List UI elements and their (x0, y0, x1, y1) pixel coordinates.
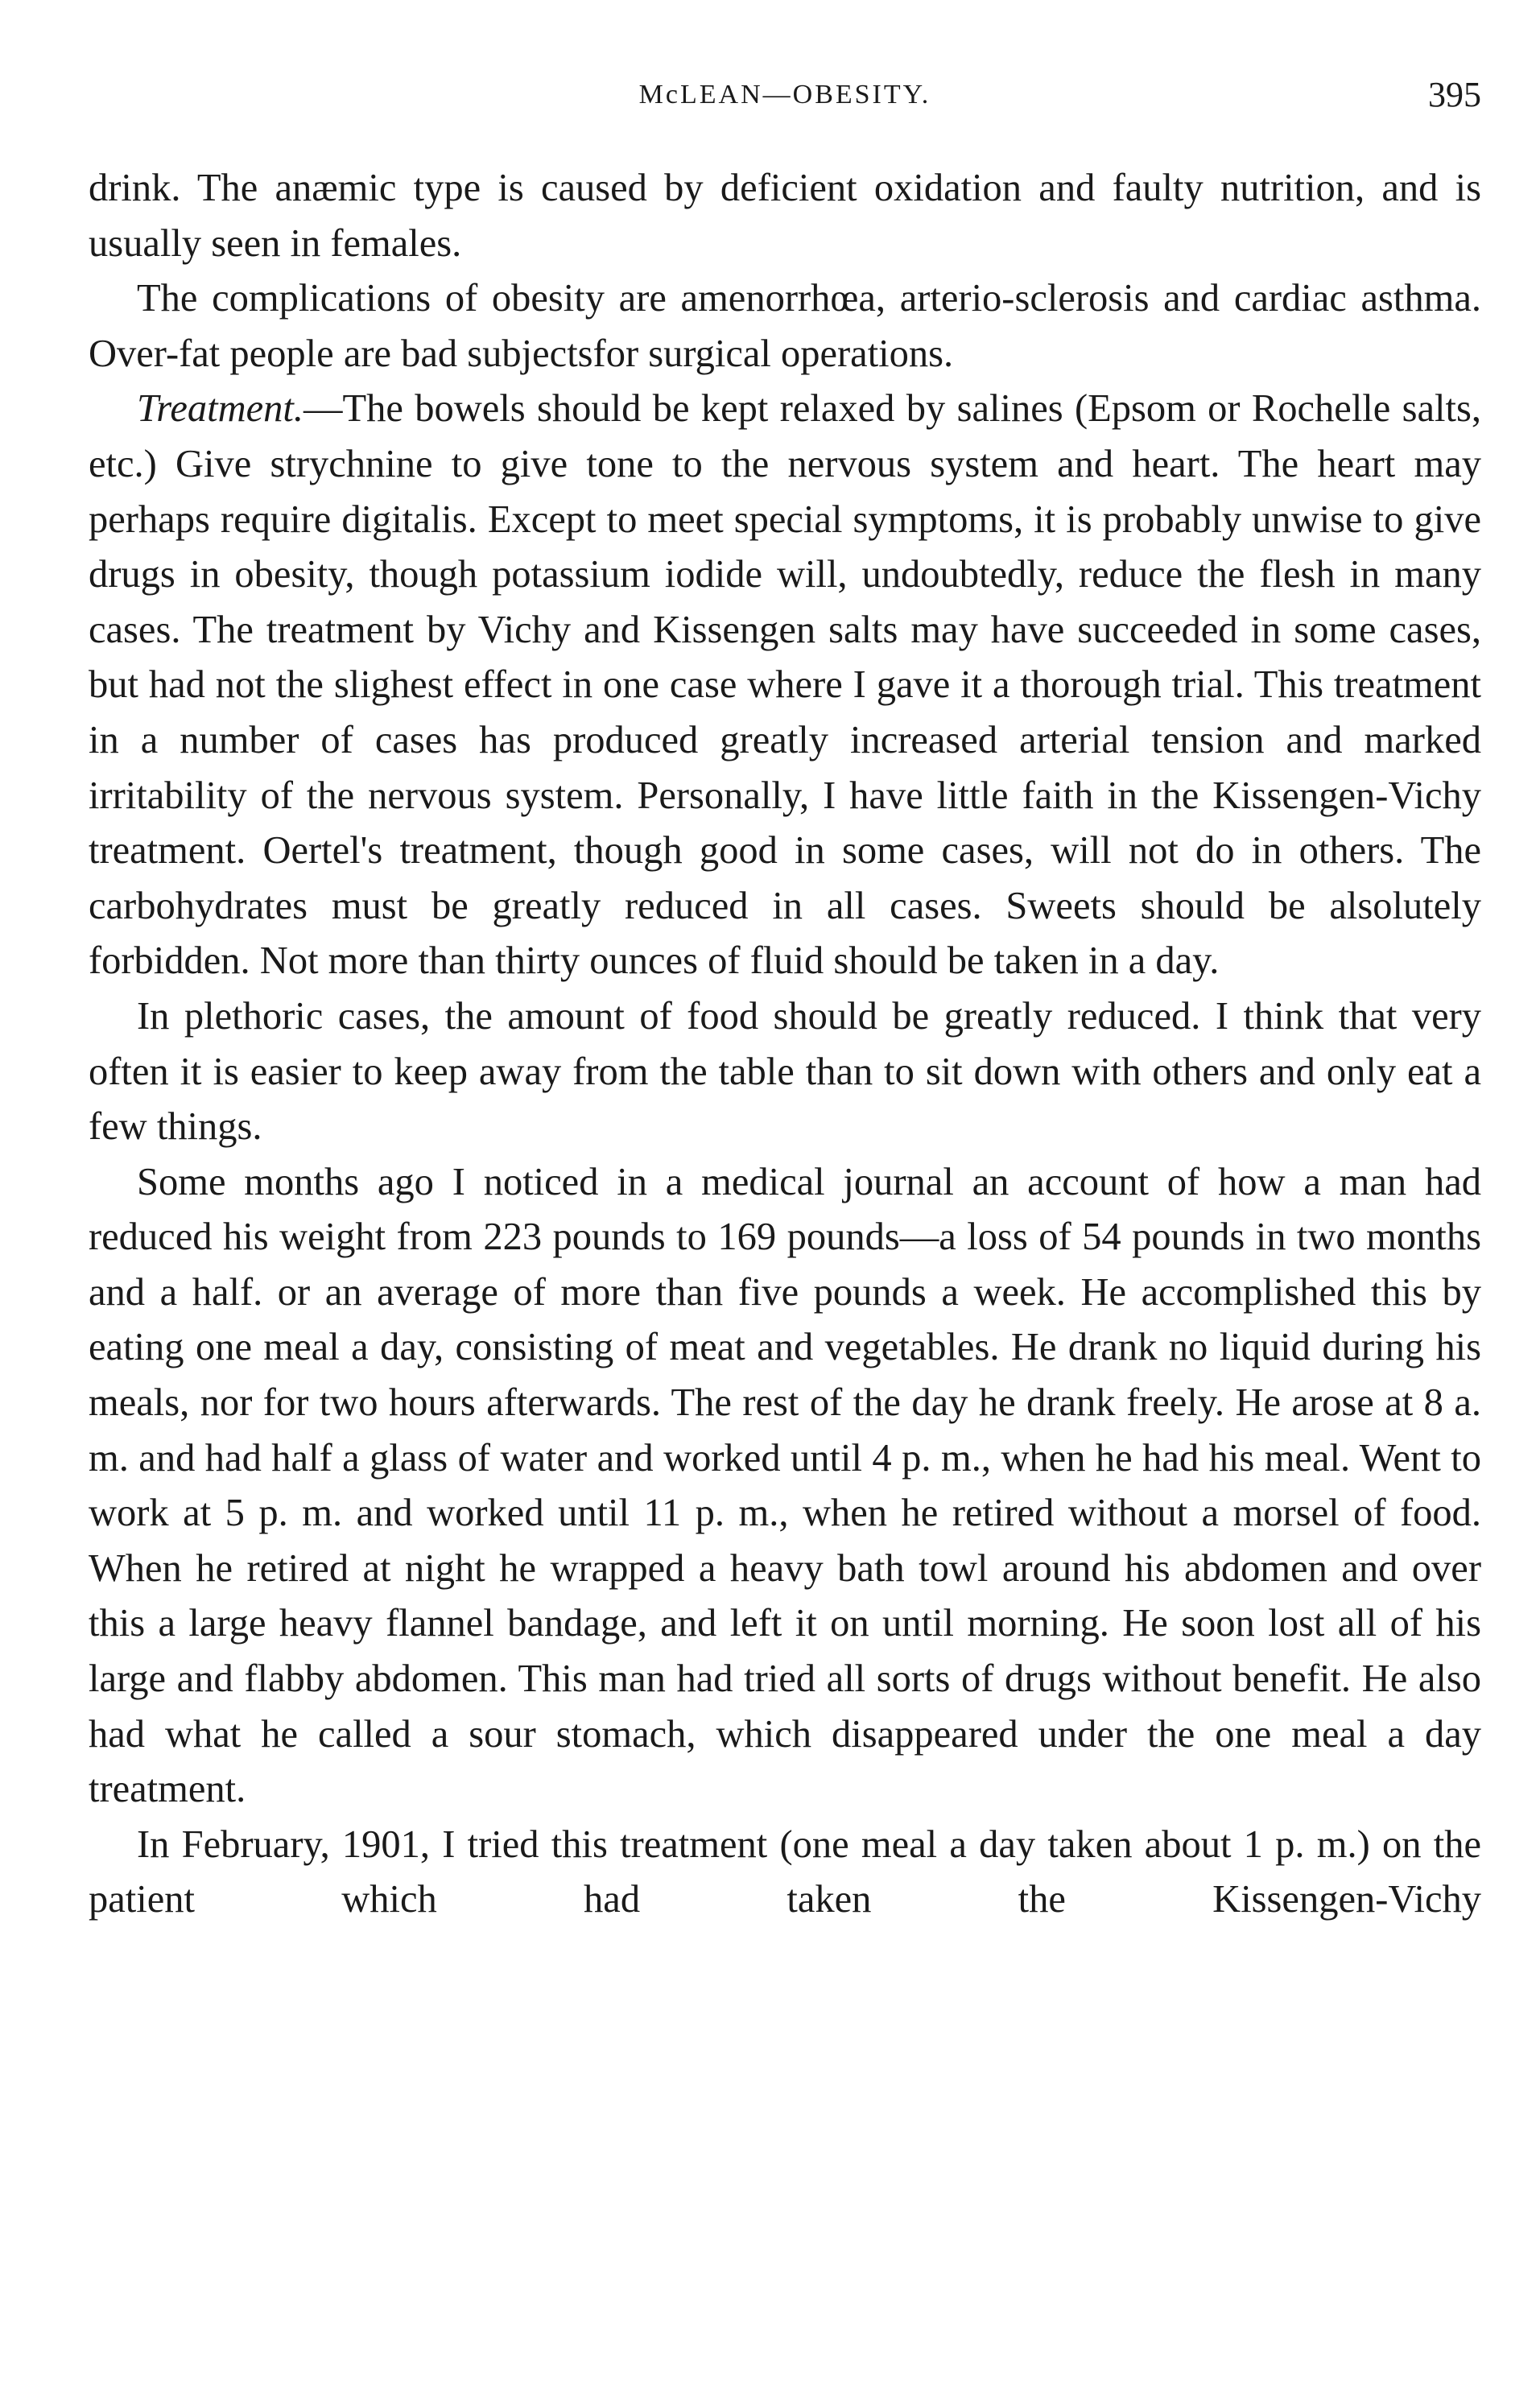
paragraph (89, 161, 1481, 271)
paragraph-text: The complications of obesity are amenorrhœa, arterio-sclerosis and cardiac asthma. Over-fat people are bad subjectsfor surgical operations. (89, 277, 1481, 375)
paragraph (89, 382, 1481, 989)
page-number: 395 (1428, 75, 1481, 114)
paragraph-text: drink. The anæmic type is caused by deficient oxidation and faulty nutrition, and is usually seen in females. (89, 167, 1481, 265)
paragraph-text: In plethoric cases, the amount of food should be greatly reduced. I think that very often it is easier to keep away from the table than to sit down with others and only eat a few things. (89, 994, 1481, 1149)
running-head (89, 71, 1481, 119)
paragraph (89, 271, 1481, 382)
paragraph-text: Some months ago I noticed in a medical journal an account of how a man had reduced his weight from 223 pounds to 169 pounds—a loss of 54 pounds in two months and a half. or an average of more than five pounds a week. He accomplished this by eating one meal a day, consisting of meat and vegetables. He drank no liquid during his meals, nor for two hours afterwards. The rest of the day he drank freely. He arose at 8 a. m. and had half a glass of water and worked until 4 p. m., when he had his meal. Went to work at 5 p. m. and worked until 11 p. m., when he retired without a morsel of food. When he retired at night he wrapped a heavy bath towl around his abdomen and over this a large heavy flannel bandage, and left it on until morning. He soon lost all of his large and flabby abdomen. This man had tried all sorts of drugs without benefit. He also had what he called a sour stomach, which disappeared under the one meal a day treatment. (89, 1160, 1481, 1811)
running-title: McLEAN—OBESITY. (638, 80, 931, 109)
paragraph-text: —The bowels should be kept relaxed by salines (Epsom or Rochelle salts, etc.) Give strychnine to give tone to the nervous system and heart. The heart may perhaps require digitalis. Except to meet special symptoms, it is probably unwise to give drugs in obesity, though potassium iodide will, undoubtedly, reduce the flesh in many cases. The treatment by Vichy and Kissengen salts may have succeeded in some cases, but had not the slighest effect in one case where I gave it a thorough trial. This treatment in a number of cases has produced greatly increased arterial tension and marked irritability of the nervous system. Personally, I have little faith in the Kissengen-Vichy treatment. Oertel's treatment, though good in some cases, will not do in others. The carbohydrates must be greatly reduced in all cases. Sweets should be alsolutely forbidden. Not more than thirty ounces of fluid should be taken in a day. (89, 387, 1481, 983)
body-text (89, 161, 1481, 1928)
paragraph (89, 1155, 1481, 1818)
paragraph-text: In February, 1901, I tried this treatment (one meal a day taken about 1 p. m.) on the patient which had taken the Kissengen-Vichy (89, 1822, 1481, 1921)
paragraph (89, 989, 1481, 1155)
paragraph (89, 1818, 1481, 1928)
section-lead: Treatment. (137, 387, 304, 431)
